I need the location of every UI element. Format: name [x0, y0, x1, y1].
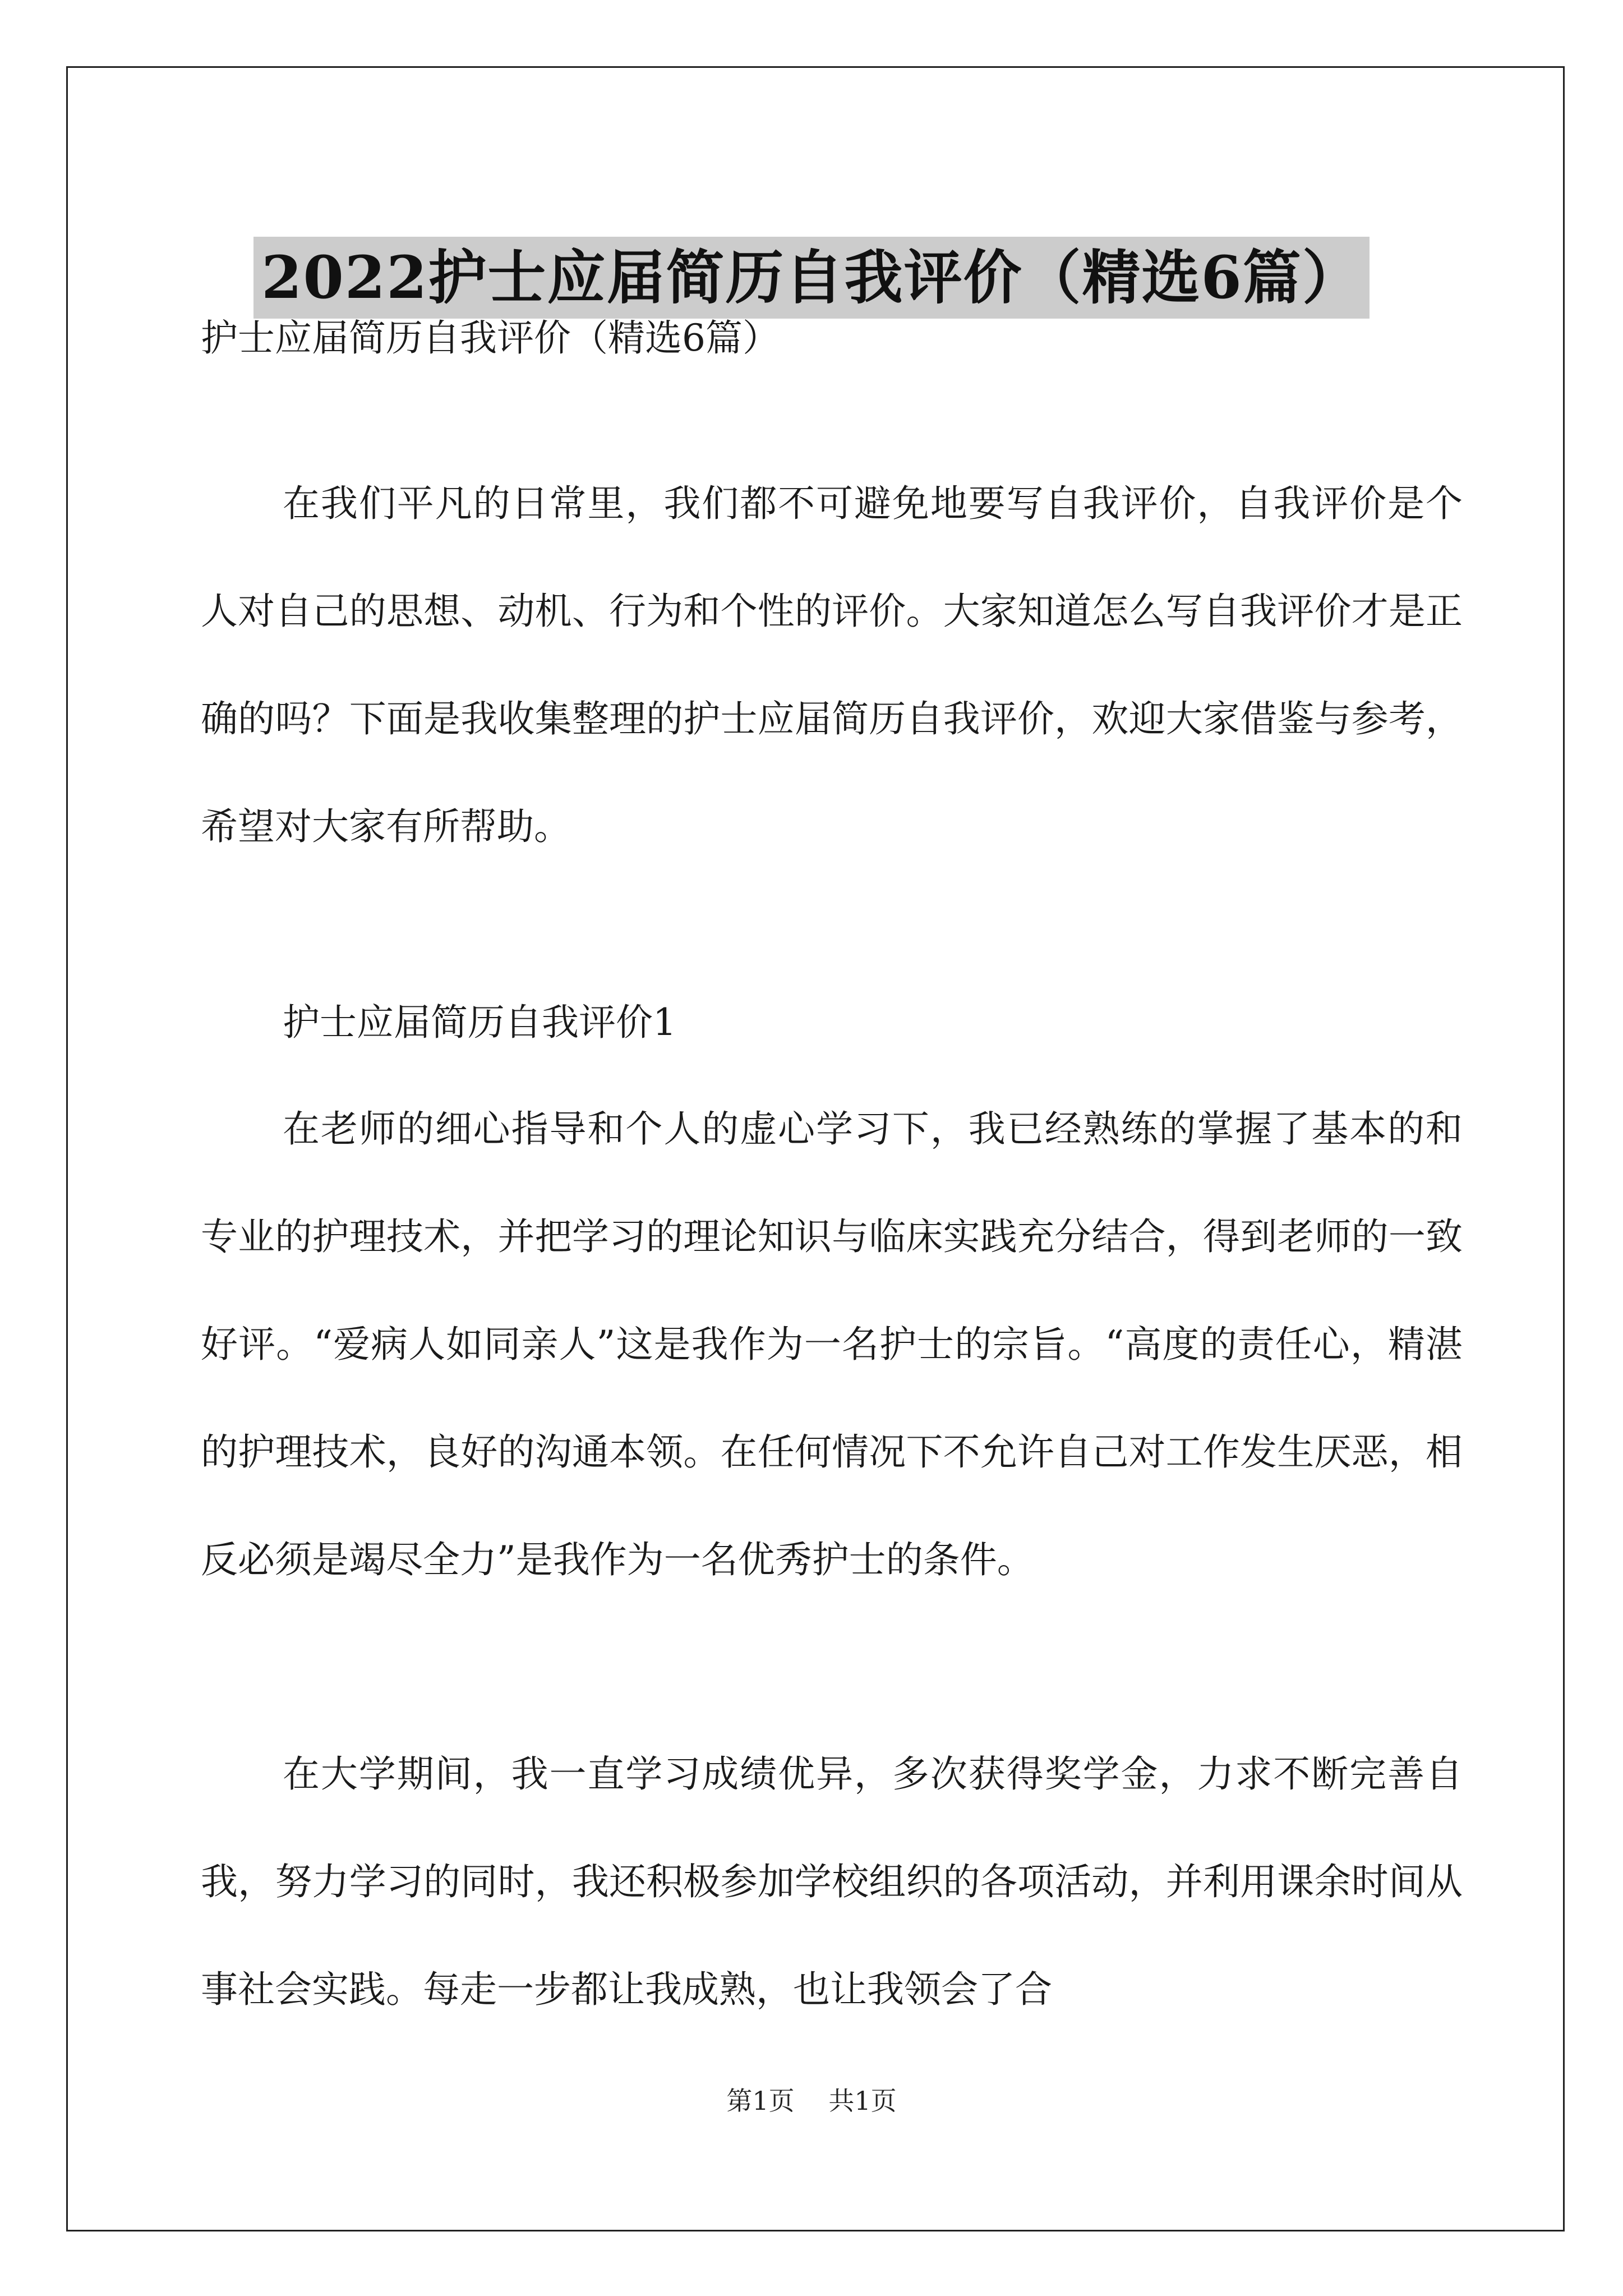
document-subtitle: 护士应届简历自我评价（精选6篇）: [201, 316, 780, 360]
body-paragraph: 在老师的细心指导和个人的虚心学习下，我已经熟练的掌握了基本的和专业的护理技术，并把学习的理论知识与临床实践充分结合，得到老师的一致好评。“爱病人如同亲人”这是我作为一名护士的宗旨。“高度的责任心，精湛的护理技术，良好的沟通本领。在任何情况下不允许自己对工作发生厌恶，相反必须是竭尽全力”是我作为一名优秀护士的条件。: [201, 1107, 1463, 1581]
document-title: 2022护士应届简历自我评价（精选6篇）: [253, 237, 1370, 319]
body-paragraph: 在大学期间，我一直学习成绩优异，多次获得奖学金，力求不断完善自我，努力学习的同时，我还积极参加学校组织的各项活动，并利用课余时间从事社会实践。每走一步都让我成熟，也让我领会了合: [201, 1752, 1463, 2011]
intro-paragraph: 在我们平凡的日常里，我们都不可避免地要写自我评价，自我评价是个人对自己的思想、动机、行为和个性的评价。大家知道怎么写自我评价才是正确的吗？下面是我收集整理的护士应届简历自我评价，欢迎大家借鉴与参考，希望对大家有所帮助。: [201, 482, 1463, 848]
section-heading: 护士应届简历自我评价1: [283, 1001, 676, 1044]
page-number: 第1页: [726, 2086, 795, 2116]
page-footer: [0, 2081, 1623, 2120]
page-total: 共1页: [828, 2086, 897, 2116]
